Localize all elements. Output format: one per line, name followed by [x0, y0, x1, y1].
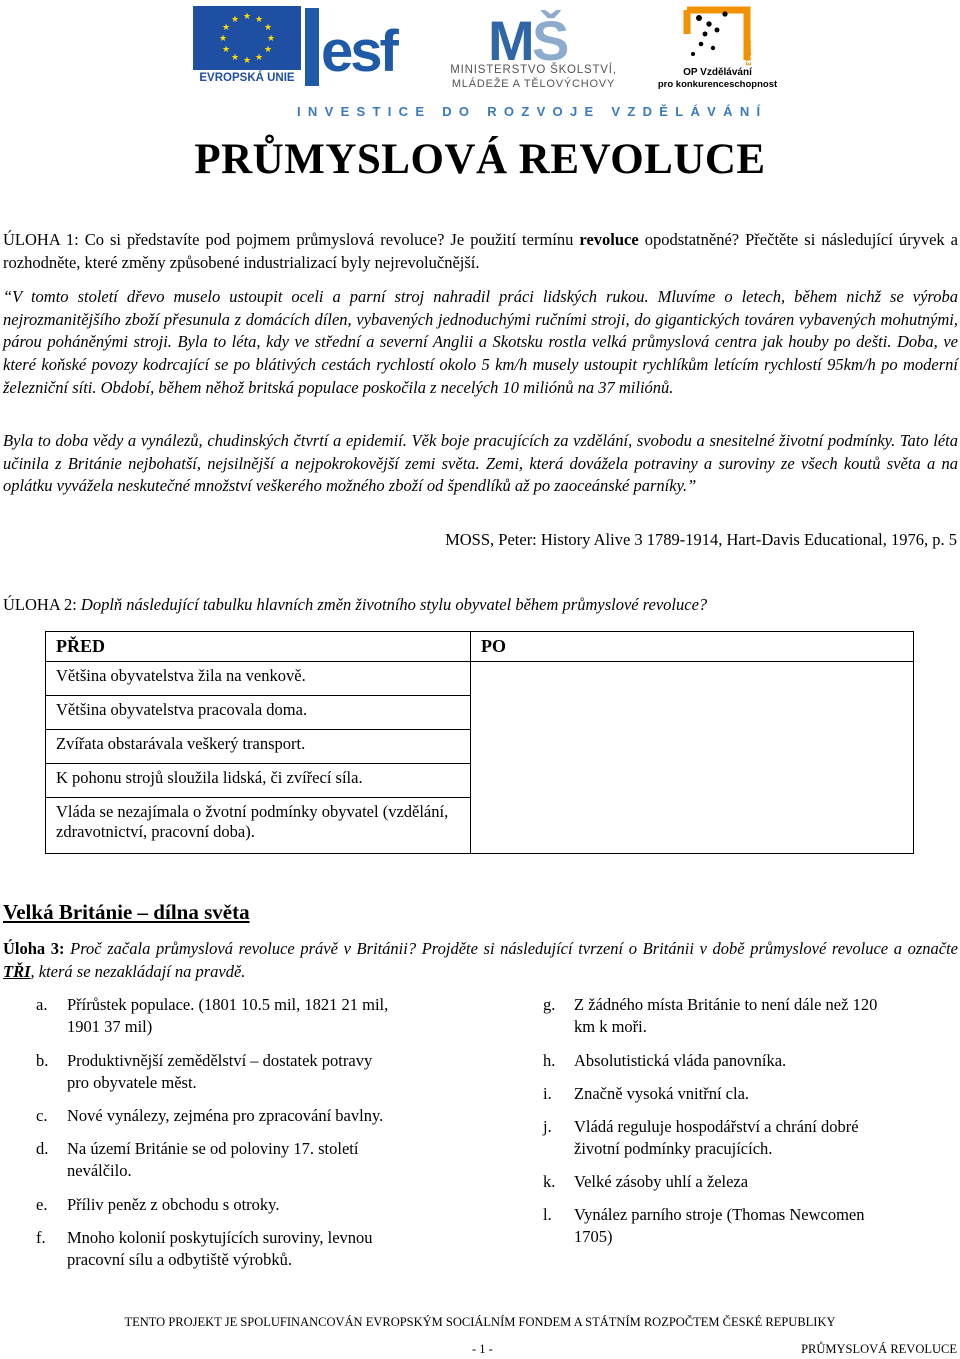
- svg-text:M: M: [488, 9, 535, 64]
- item-letter: k.: [543, 1172, 556, 1191]
- list-item: [36, 1227, 476, 1273]
- item-text: Příliv peněz z obchodu s otroky.: [67, 1195, 280, 1214]
- col-before-header: PŘED: [46, 632, 471, 662]
- citation: MOSS, Peter: History Alive 3 1789-1914, Hart-Davis Educational, 1976, p. 5: [445, 530, 957, 549]
- item-text: Na území Británie se od poloviny 17. století: [67, 1139, 359, 1158]
- svg-text:★: ★: [218, 34, 228, 44]
- item-letter: j.: [543, 1117, 552, 1136]
- list-item: [36, 994, 476, 1040]
- item-letter: d.: [36, 1139, 49, 1158]
- table-cell-before: Většina obyvatelstva žila na venkově.: [46, 662, 471, 696]
- msmt-line2: MLÁDEŽE A TĚLOVÝCHOVY: [451, 78, 616, 90]
- footer-funding: TENTO PROJEKT JE SPOLUFINANCOVÁN EVROPSKÝM SOCIÁLNÍM FONDEM A STÁTNÍM ROZPOČTEM ČESKÉ REPUBLIKY: [124, 1315, 836, 1329]
- svg-text:★: ★: [263, 23, 273, 33]
- svg-text:★: ★: [242, 12, 252, 22]
- page-title: PRŮMYSLOVÁ REVOLUCE: [194, 136, 766, 183]
- task2-text: Doplň následující tabulku hlavních změn životního stylu obyvatel během průmyslové revoluce?: [76, 595, 708, 614]
- item-letter: i.: [543, 1084, 552, 1103]
- item-text: 1901 37 mil): [67, 1017, 153, 1036]
- table-cell-before: Většina obyvatelstva pracovala doma.: [46, 696, 471, 730]
- task3-bold: TŘI: [3, 961, 31, 981]
- op-line1: OP Vzdělávání: [683, 67, 752, 78]
- task3-text-b: , která se nezakládají na pravdě.: [30, 961, 246, 981]
- item-text: km k moři.: [574, 1017, 647, 1036]
- svg-text:★: ★: [242, 56, 252, 66]
- esf-logo: [303, 6, 401, 90]
- quote-paragraph-2: Byla to doba vědy a vynálezů, chudinských čtvrtí a epidemií. Věk boje pracujících za vzdělání, svobodu a snesitelné životní podmínky. Tato léta učinila z Británie nejbohatší, nejsilnější a nejpokrokovější zemi světa. Zemi, která dovážela potraviny a suroviny ze všech koutů světa a na oplátku vyvážela neskutečné množství veškerého možného zboží od špendlíků až po zaoceánské parníky.”: [3, 431, 958, 496]
- item-text: Velké zásoby uhlí a železa: [574, 1172, 749, 1191]
- svg-text:★: ★: [254, 15, 264, 25]
- op-years: 2007-13: [744, 40, 751, 66]
- item-letter: c.: [36, 1106, 48, 1125]
- list-item: [543, 1204, 953, 1250]
- task3-text-a: Proč začala průmyslová revoluce právě v Británii? Projděte si následující tvrzení o Británii v době průmyslové revoluce a označte: [64, 939, 958, 958]
- task1-label: ÚLOHA 1:: [3, 230, 79, 249]
- svg-text:★: ★: [254, 53, 264, 63]
- task1-text-b: opodstatněné? Přečtěte si následující úryvek a rozhodněte, které změny způsobené industrializací byly nejrevolučnější.: [3, 230, 958, 272]
- task1-text-a: Co si představíte pod pojmem průmyslová revoluce? Je použití termínu: [78, 230, 580, 249]
- item-text: Přírůstek populace. (1801 10.5 mil, 1821 21 mil,: [67, 995, 389, 1014]
- svg-text:★: ★: [230, 15, 240, 25]
- item-text: Z žádného místa Británie to není dále než 120: [574, 995, 878, 1014]
- item-letter: e.: [36, 1195, 48, 1214]
- col-after-header: PO: [471, 632, 914, 662]
- list-item: [36, 1105, 476, 1129]
- msmt-logo: [440, 4, 625, 90]
- table-cell-before: Zvířata obstarávala veškerý transport.: [46, 730, 471, 764]
- task1-bold-word: revoluce: [579, 230, 639, 249]
- item-letter: b.: [36, 1051, 49, 1070]
- comparison-table: [45, 631, 914, 854]
- list-item: [543, 1116, 953, 1162]
- list-item: [36, 1194, 476, 1218]
- item-text: pracovní sílu a odbytiště výrobků.: [67, 1250, 293, 1269]
- item-letter: a.: [36, 995, 48, 1014]
- svg-text:★: ★: [221, 45, 231, 55]
- tagline: INVESTICE DO ROZVOJE VZDĚLÁVÁNÍ: [297, 104, 768, 119]
- item-text: životní podmínky pracujících.: [574, 1139, 773, 1158]
- svg-text:★: ★: [221, 23, 231, 33]
- item-letter: f.: [36, 1228, 46, 1247]
- task3: [3, 938, 958, 983]
- item-text: Vynález parního stroje (Thomas Newcomen: [574, 1205, 865, 1224]
- msmt-line1: MINISTERSTVO ŠKOLSTVÍ,: [450, 64, 617, 76]
- item-text: Absolutistická vláda panovníka.: [574, 1051, 787, 1070]
- section-heading: Velká Británie – dílna světa: [3, 900, 250, 924]
- list-item: [36, 1138, 476, 1184]
- item-text: neválčilo.: [67, 1161, 132, 1180]
- task3-label: Úloha 3:: [3, 939, 65, 958]
- item-letter: g.: [543, 995, 556, 1014]
- table-row: [46, 662, 914, 696]
- svg-text:★: ★: [230, 53, 240, 63]
- task1: [3, 229, 958, 274]
- item-letter: l.: [543, 1205, 552, 1224]
- op-logo: [655, 4, 780, 90]
- item-text: Mnoho kolonií poskytujících suroviny, levnou: [67, 1228, 373, 1247]
- op-line2: pro konkurenceschopnost: [657, 79, 778, 90]
- item-text: 1705): [574, 1227, 613, 1246]
- footer-page-number: - 1 -: [472, 1342, 493, 1356]
- footer-doc-title: PRŮMYSLOVÁ REVOLUCE: [801, 1342, 957, 1356]
- svg-text:★: ★: [263, 45, 273, 55]
- table-cell-before: K pohonu strojů sloužila lidská, či zvířecí síla.: [46, 764, 471, 798]
- item-letter: h.: [543, 1051, 556, 1070]
- table-cell-after-empty[interactable]: [471, 662, 914, 854]
- list-item: [36, 1050, 476, 1096]
- eu-label: EVROPSKÁ UNIE: [199, 72, 295, 84]
- list-item: [543, 1171, 953, 1195]
- task2: [3, 594, 958, 617]
- svg-text:★: ★: [266, 34, 276, 44]
- item-text: Produktivnější zemědělství – dostatek potravy: [67, 1051, 373, 1070]
- table-header-row: [46, 632, 914, 662]
- list-item: [543, 994, 953, 1040]
- item-text: Vládá reguluje hospodářství a chrání dobré: [574, 1117, 859, 1136]
- item-text: pro obyvatele měst.: [67, 1073, 197, 1092]
- eu-logo: [193, 6, 301, 90]
- list-item: [543, 1050, 953, 1074]
- svg-text:Š: Š: [532, 9, 570, 64]
- task2-label: ÚLOHA 2:: [3, 595, 77, 614]
- quote-paragraph-1: “V tomto století dřevo muselo ustoupit oceli a parní stroj nahradil práci lidských rukou. Mluvíme o letech, během nichž se výroba nejrozmanitějšího zboží přesunula z domácích dílen, vybavených jednoduchými ručními stroji, do gigantických továren vybavených mohutnými, párou poháněnými stroji. Byla to léta, kdy ve střední a severní Anglii a Skotsku rostla velká průmyslová centra jak houby po dešti. Doba, ve které koňské povozy kodrcající se po blátivých cestách rychlostí okolo 5 km/h musely ustoupit rychlíkům letícím rychlostí 95km/h po moderní železniční síti. Období, během něhož britská populace poskočila z necelých 10 miliónů na 37 miliónů.: [3, 287, 958, 397]
- table-cell-before: Vláda se nezajímala o žvotní podmínky obyvatel (vzdělání, zdravotnictví, pracovní doba).: [46, 798, 471, 854]
- item-text: Nové vynálezy, zejména pro zpracování bavlny.: [67, 1106, 384, 1125]
- list-item: [543, 1083, 953, 1107]
- esf-label: esf: [321, 19, 396, 84]
- item-text: Značně vysoká vnitřní cla.: [574, 1084, 750, 1103]
